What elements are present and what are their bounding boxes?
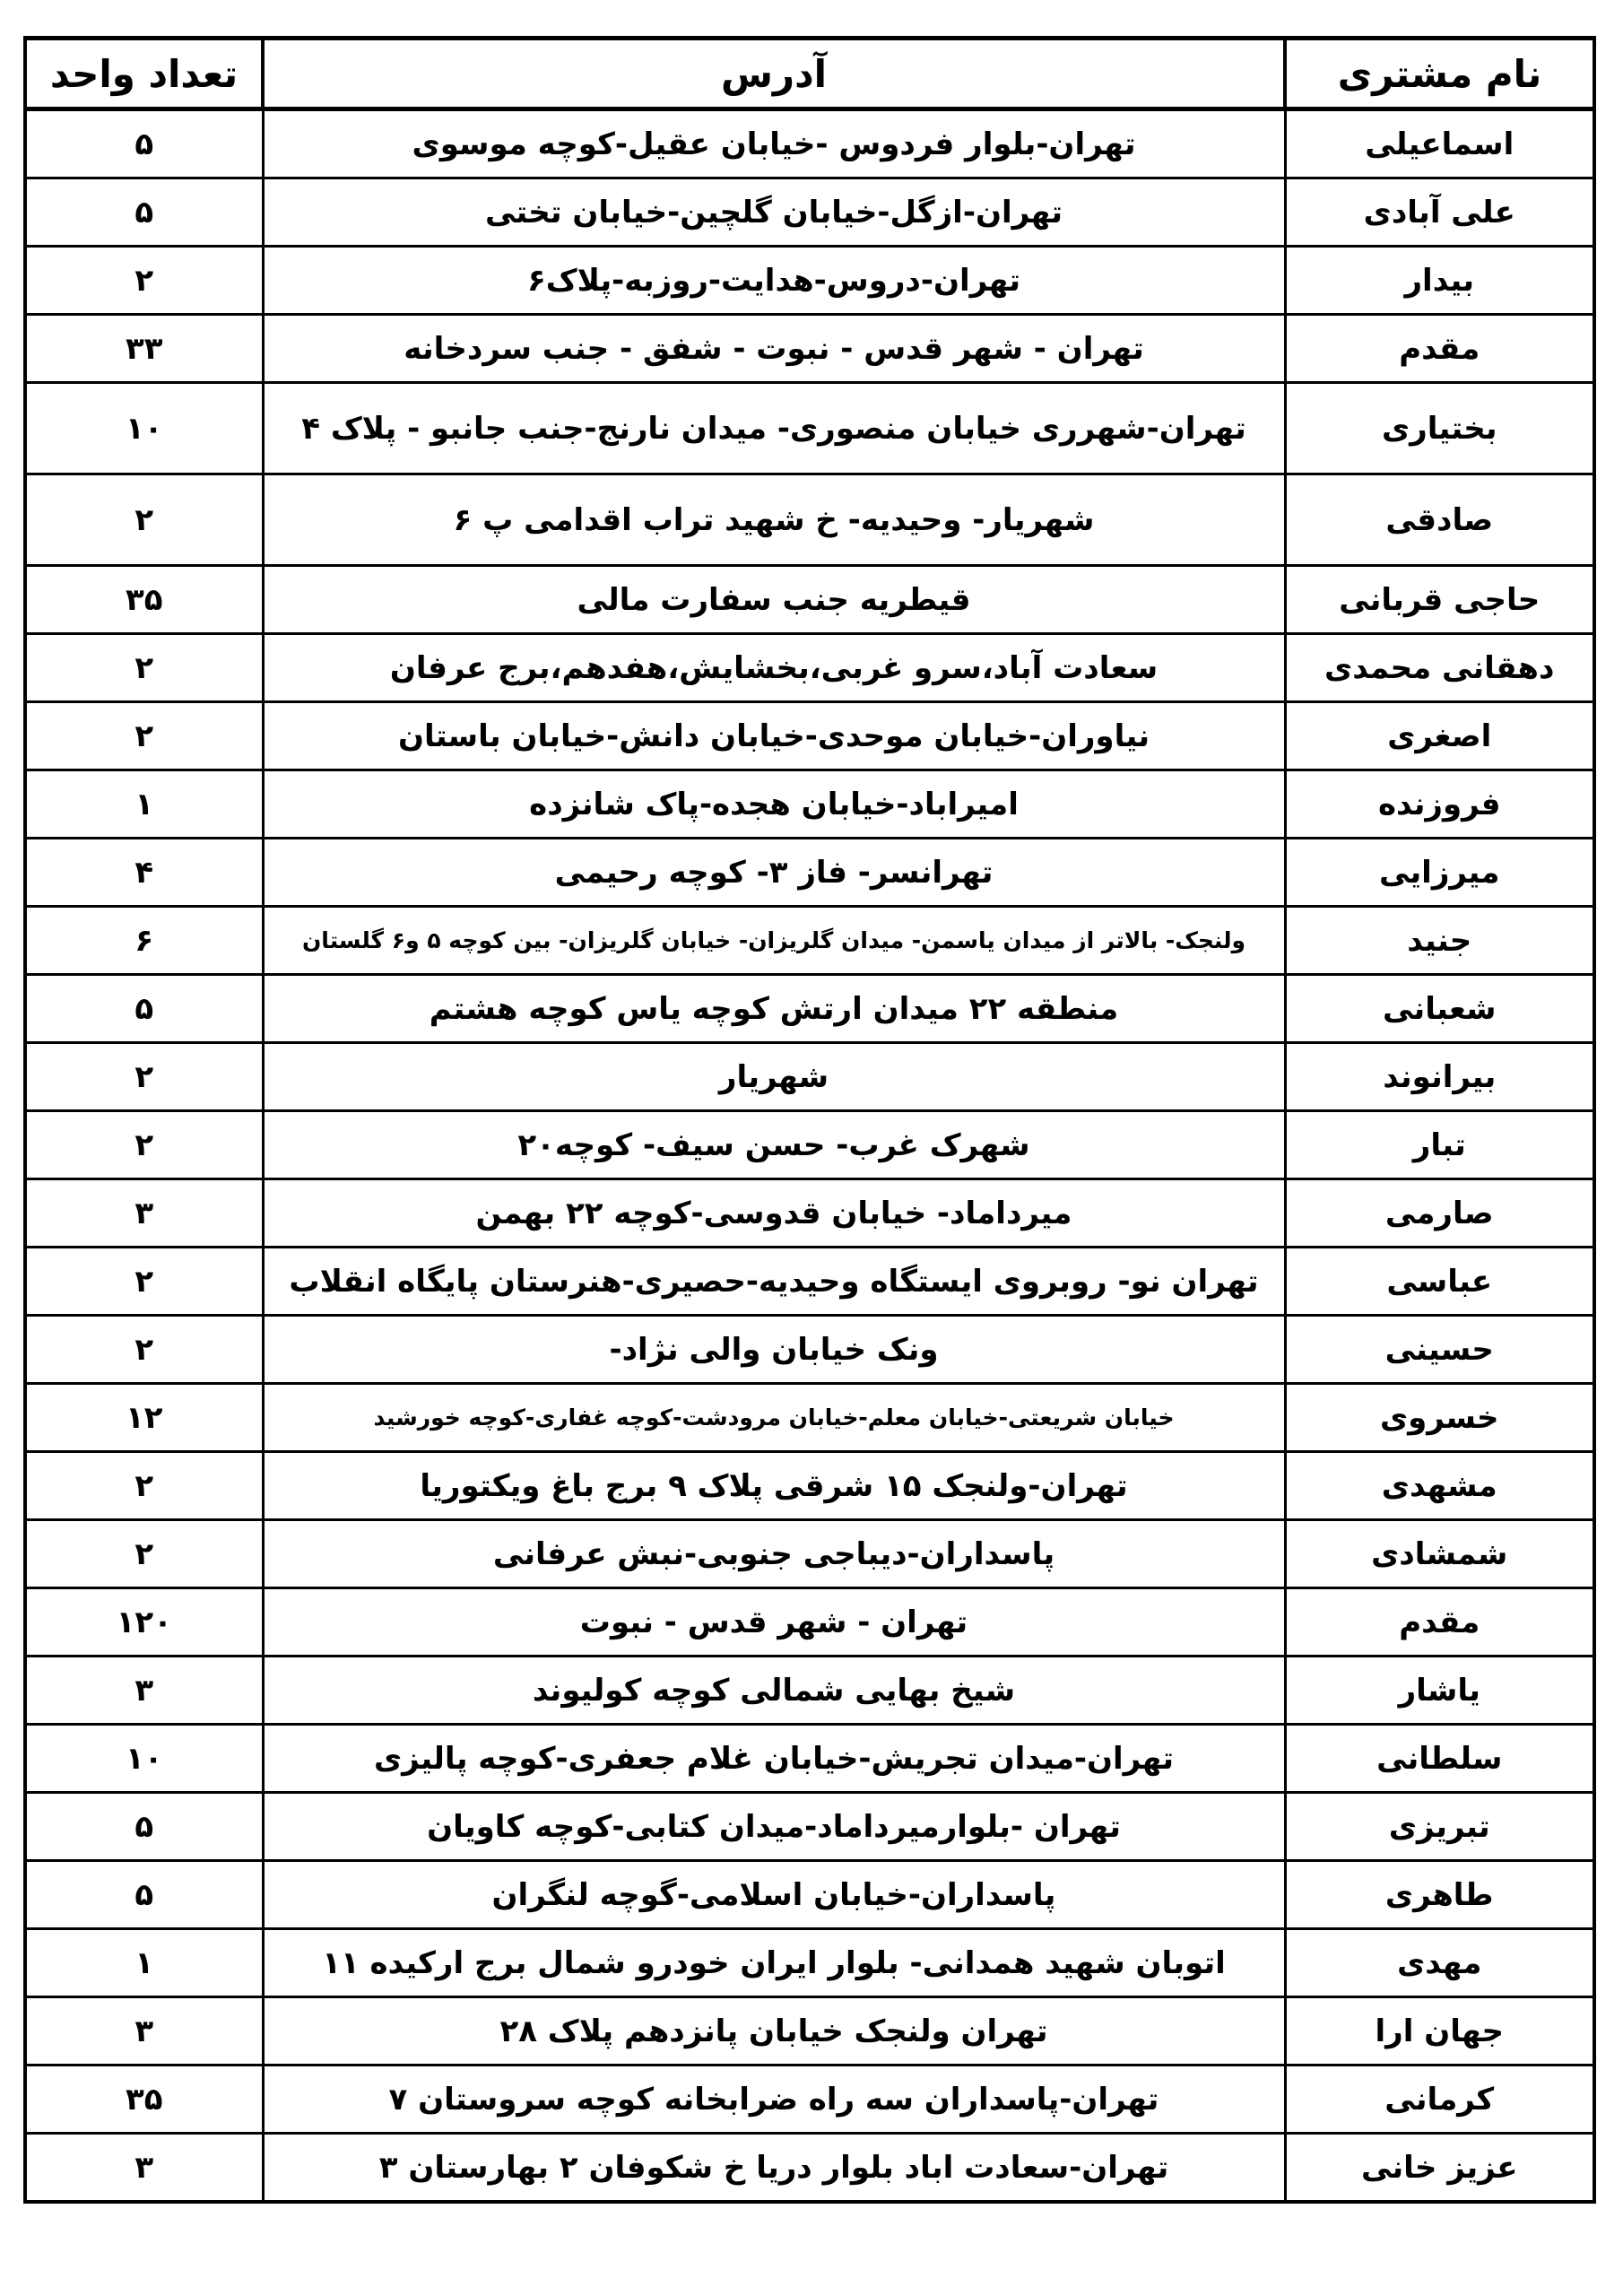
unit-count-cell: ۳ [25, 1179, 263, 1248]
table-row [25, 839, 1594, 907]
unit-count-cell: ۱ [25, 1929, 263, 1997]
table-row [25, 1111, 1594, 1179]
address-cell: پاسداران-دیباجی جنوبی-نبش عرفانی [263, 1520, 1285, 1588]
table-row [25, 1316, 1594, 1384]
unit-count-cell: ۱۰ [25, 1725, 263, 1793]
unit-count-cell: ۲ [25, 702, 263, 770]
address-cell: شهرک غرب- حسن سیف- کوچه۲۰ [263, 1111, 1285, 1179]
address-cell: شهریار- وحیدیه- خ شهید تراب اقدامی پ ۶ [263, 474, 1285, 566]
customer-name-cell: علی آبادی [1285, 178, 1594, 247]
customer-name-cell: تبریزی [1285, 1793, 1594, 1861]
customer-name-cell: اصغری [1285, 702, 1594, 770]
customer-name-cell: مشهدی [1285, 1452, 1594, 1520]
header-row [25, 39, 1594, 109]
table-row [25, 1520, 1594, 1588]
customer-address-sheet [27, 36, 1596, 2204]
address-cell: شیخ بهایی شمالی کوچه کولیوند [263, 1657, 1285, 1725]
unit-count-cell: ۲ [25, 1248, 263, 1316]
unit-count-cell: ۲ [25, 1452, 263, 1520]
unit-count-cell: ۲ [25, 1043, 263, 1111]
table-row [25, 770, 1594, 839]
table-row [25, 1929, 1594, 1997]
address-cell: تهران ولنجک خیابان پانزدهم پلاک ۲۸ [263, 1997, 1285, 2066]
address-cell: اتوبان شهید همدانی- بلوار ایران خودرو شمال برج ارکیده ۱۱ [263, 1929, 1285, 1997]
address-cell: میرداماد- خیابان قدوسی-کوچه ۲۲ بهمن [263, 1179, 1285, 1248]
header-customer-name: نام مشتری [1285, 39, 1594, 109]
customer-name-cell: طاهری [1285, 1861, 1594, 1929]
table-row [25, 1452, 1594, 1520]
unit-count-cell: ۱ [25, 770, 263, 839]
table-row [25, 1657, 1594, 1725]
address-cell: تهران-دروس-هدایت-روزبه-پلاک۶ [263, 247, 1285, 315]
address-cell: تهرانسر- فاز ۳- کوچه رحیمی [263, 839, 1285, 907]
table-row [25, 247, 1594, 315]
customer-name-cell: بیرانوند [1285, 1043, 1594, 1111]
table-row [25, 702, 1594, 770]
unit-count-cell: ۵ [25, 109, 263, 178]
customer-name-cell: سلطانی [1285, 1725, 1594, 1793]
address-cell: تهران - شهر قدس - نبوت [263, 1588, 1285, 1657]
address-cell: قیطریه جنب سفارت مالی [263, 566, 1285, 634]
customer-name-cell: تبار [1285, 1111, 1594, 1179]
unit-count-cell: ۵ [25, 178, 263, 247]
customer-name-cell: صارمی [1285, 1179, 1594, 1248]
unit-count-cell: ۵ [25, 1861, 263, 1929]
customer-table [23, 36, 1596, 2204]
table-row [25, 2134, 1594, 2203]
table-row [25, 1179, 1594, 1248]
customer-name-cell: صادقی [1285, 474, 1594, 566]
table-row [25, 1997, 1594, 2066]
customer-name-cell: جهان ارا [1285, 1997, 1594, 2066]
table-row [25, 1248, 1594, 1316]
table-row [25, 1043, 1594, 1111]
customer-name-cell: کرمانی [1285, 2066, 1594, 2134]
unit-count-cell: ۳ [25, 1997, 263, 2066]
table-row [25, 178, 1594, 247]
customer-name-cell: دهقانی محمدی [1285, 634, 1594, 702]
address-cell: تهران -بلوارمیرداماد-میدان کتابی-کوچه کاویان [263, 1793, 1285, 1861]
unit-count-cell: ۲ [25, 634, 263, 702]
unit-count-cell: ۵ [25, 975, 263, 1043]
address-cell: شهریار [263, 1043, 1285, 1111]
customer-name-cell: فروزنده [1285, 770, 1594, 839]
table-row [25, 1861, 1594, 1929]
customer-name-cell: بختیاری [1285, 383, 1594, 474]
customer-name-cell: بیدار [1285, 247, 1594, 315]
header-unit-count: تعداد واحد [25, 39, 263, 109]
unit-count-cell: ۲ [25, 1316, 263, 1384]
customer-name-cell: عباسی [1285, 1248, 1594, 1316]
unit-count-cell: ۲ [25, 247, 263, 315]
address-cell: تهران-سعادت اباد بلوار دریا خ شکوفان ۲ بهارستان ۳ [263, 2134, 1285, 2203]
table-row [25, 2066, 1594, 2134]
address-cell: تهران - شهر قدس - نبوت - شفق - جنب سردخانه [263, 315, 1285, 383]
customer-name-cell: شعبانی [1285, 975, 1594, 1043]
customer-name-cell: شمشادی [1285, 1520, 1594, 1588]
customer-name-cell: مهدی [1285, 1929, 1594, 1997]
unit-count-cell: ۳ [25, 1657, 263, 1725]
customer-name-cell: میرزایی [1285, 839, 1594, 907]
header-address: آدرس [263, 39, 1285, 109]
table-row [25, 1725, 1594, 1793]
customer-name-cell: خسروی [1285, 1384, 1594, 1452]
table-row [25, 1588, 1594, 1657]
address-cell: تهران نو- روبروی ایستگاه وحیدیه-حصیری-هنرستان پایگاه انقلاب [263, 1248, 1285, 1316]
customer-name-cell: اسماعیلی [1285, 109, 1594, 178]
table-row [25, 566, 1594, 634]
table-row [25, 634, 1594, 702]
unit-count-cell: ۲ [25, 474, 263, 566]
customer-name-cell: حسینی [1285, 1316, 1594, 1384]
table-row [25, 907, 1594, 975]
table-row [25, 1384, 1594, 1452]
unit-count-cell: ۱۰ [25, 383, 263, 474]
address-cell: منطقه ۲۲ میدان ارتش کوچه یاس کوچه هشتم [263, 975, 1285, 1043]
address-cell: تهران-ازگل-خیابان گلچین-خیابان تختی [263, 178, 1285, 247]
address-cell: ولنجک- بالاتر از میدان یاسمن- میدان گلریزان- خیابان گلریزان- بین کوچه ۵ و۶ گلستان [263, 907, 1285, 975]
unit-count-cell: ۳۵ [25, 566, 263, 634]
address-cell: تهران-شهرری خیابان منصوری- میدان نارنج-جنب جانبو - پلاک ۴ [263, 383, 1285, 474]
unit-count-cell: ۵ [25, 1793, 263, 1861]
unit-count-cell: ۶ [25, 907, 263, 975]
table-row [25, 1793, 1594, 1861]
unit-count-cell: ۳ [25, 2134, 263, 2203]
customer-name-cell: مقدم [1285, 1588, 1594, 1657]
table-row [25, 383, 1594, 474]
customer-name-cell: حاجی قربانی [1285, 566, 1594, 634]
address-cell: خیابان شریعتی-خیابان معلم-خیابان مرودشت-کوچه غفاری-کوچه خورشید [263, 1384, 1285, 1452]
address-cell: تهران-ولنجک ۱۵ شرقی پلاک ۹ برج باغ ویکتوریا [263, 1452, 1285, 1520]
address-cell: امیراباد-خیابان هجده-پاک شانزده [263, 770, 1285, 839]
customer-name-cell: مقدم [1285, 315, 1594, 383]
table-row [25, 474, 1594, 566]
customer-name-cell: یاشار [1285, 1657, 1594, 1725]
table-row [25, 109, 1594, 178]
address-cell: ونک خیابان والی نژاد- [263, 1316, 1285, 1384]
customer-name-cell: عزیز خانی [1285, 2134, 1594, 2203]
table-row [25, 315, 1594, 383]
address-cell: سعادت آباد،سرو غربی،بخشایش،هفدهم،برج عرفان [263, 634, 1285, 702]
unit-count-cell: ۲ [25, 1111, 263, 1179]
unit-count-cell: ۳۳ [25, 315, 263, 383]
unit-count-cell: ۲ [25, 1520, 263, 1588]
address-cell: تهران-میدان تجریش-خیابان غلام جعفری-کوچه پالیزی [263, 1725, 1285, 1793]
unit-count-cell: ۴ [25, 839, 263, 907]
unit-count-cell: ۱۲ [25, 1384, 263, 1452]
address-cell: نیاوران-خیابان موحدی-خیابان دانش-خیابان باستان [263, 702, 1285, 770]
unit-count-cell: ۳۵ [25, 2066, 263, 2134]
table-row [25, 975, 1594, 1043]
address-cell: تهران-پاسداران سه راه ضرابخانه کوچه سروستان ۷ [263, 2066, 1285, 2134]
unit-count-cell: ۱۲۰ [25, 1588, 263, 1657]
address-cell: پاسداران-خیابان اسلامی-گوچه لنگران [263, 1861, 1285, 1929]
address-cell: تهران-بلوار فردوس -خیابان عقیل-کوچه موسوی [263, 109, 1285, 178]
customer-name-cell: جنید [1285, 907, 1594, 975]
